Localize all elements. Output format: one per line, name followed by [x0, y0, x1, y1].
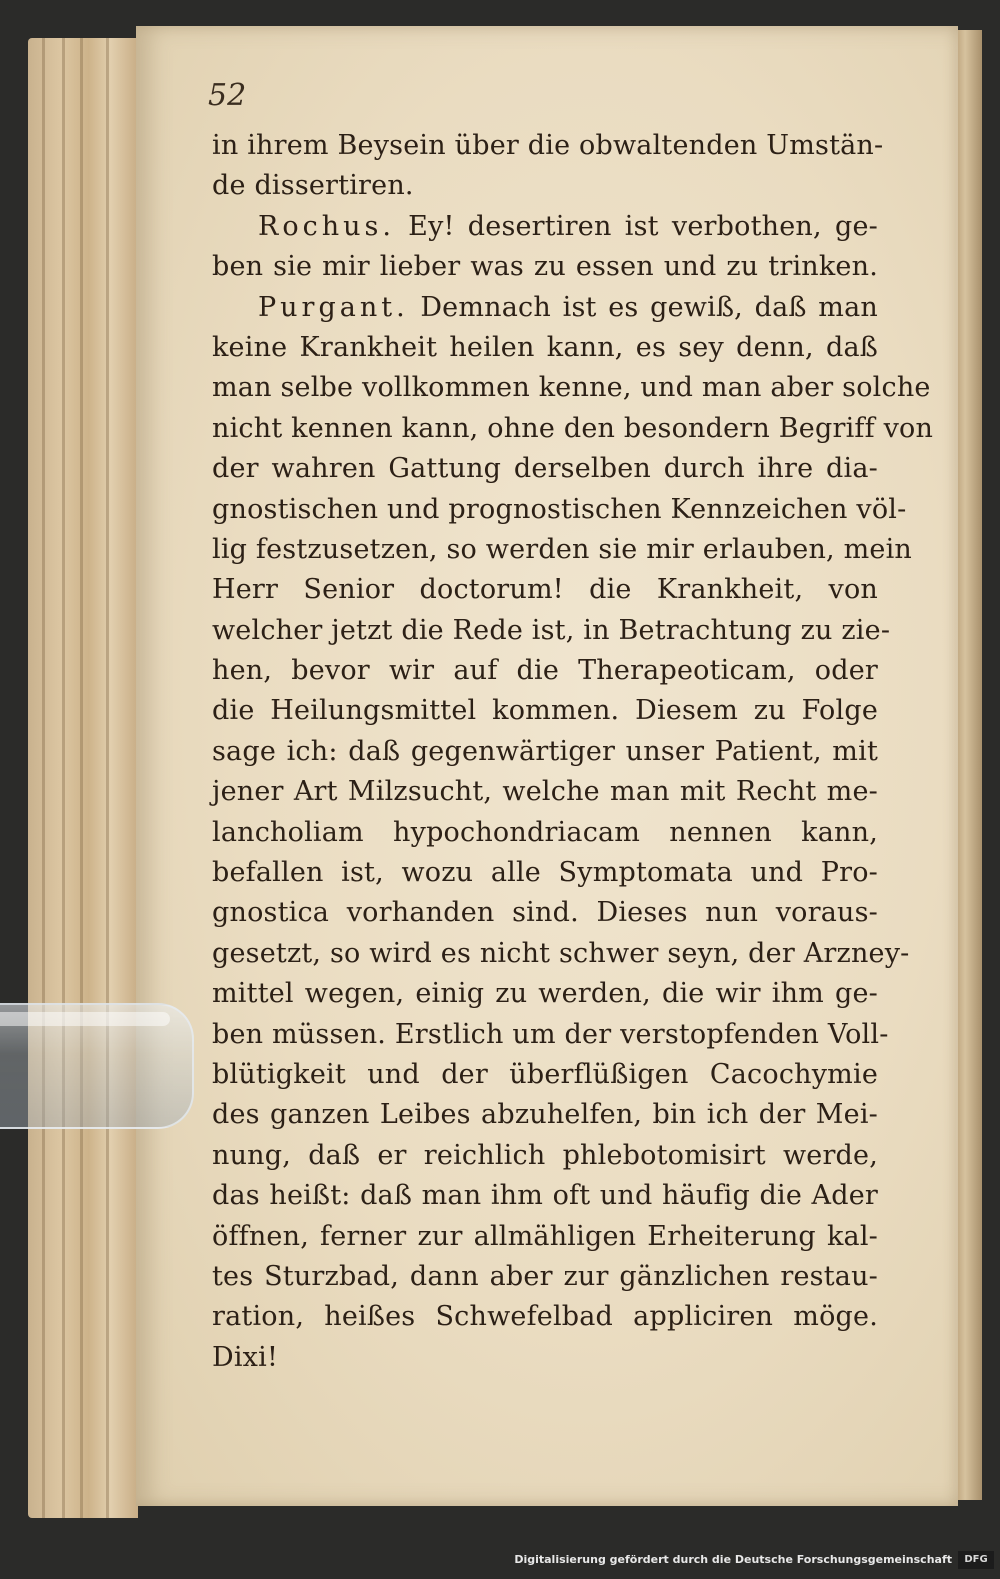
line-text: gnostischen und prognostischen Kennzeichen völ- [212, 493, 907, 525]
page-clip-highlight [0, 1012, 170, 1026]
body-text [212, 126, 934, 1378]
right-page-edge [954, 30, 982, 1500]
text-line [212, 368, 931, 408]
text-line [212, 651, 878, 691]
text-line [212, 490, 907, 530]
line-text: in ihrem Beysein über die obwaltenden Umstän- [212, 130, 884, 161]
line-text: Herr Senior doctorum! die Krankheit, von [212, 574, 878, 606]
line-text: blütigkeit und der überflüßigen Cacochymie [212, 1058, 878, 1090]
text-line [212, 247, 878, 287]
text-line [212, 1055, 878, 1095]
line-text: Demnach ist es gewiß, daß man [408, 291, 878, 323]
text-line [212, 1338, 878, 1378]
speaker-name: Rochus. [258, 210, 395, 242]
text-line [212, 207, 878, 247]
line-text: nung, daß er reichlich phlebotomisirt werde, [212, 1139, 878, 1171]
line-text: öffnen, ferner zur allmähligen Erheiterung kal- [212, 1220, 878, 1252]
line-text: jener Art Milzsucht, welche man mit Recht me- [212, 776, 878, 808]
text-line [212, 530, 913, 570]
footer-credit: Digitalisierung gefördert durch die Deutsche Forschungsgemeinschaft [514, 1553, 952, 1566]
speaker-name: Purgant. [258, 291, 409, 323]
text-line [212, 328, 878, 368]
line-text: tes Sturzbad, dann aber zur gänzlichen restau- [212, 1260, 878, 1292]
page-edge-line [62, 38, 65, 1518]
line-text: gnostica vorhanden sind. Dieses nun voraus- [212, 897, 878, 929]
line-text: des ganzen Leibes abzuhelfen, bin ich der Mei- [212, 1099, 878, 1131]
text-line [212, 772, 878, 812]
line-text: man selbe vollkommen kenne, und man aber solche [212, 372, 931, 404]
line-text: keine Krankheit heilen kann, es sey denn, daß [212, 331, 878, 363]
line-text: Dixi! [212, 1341, 278, 1373]
line-text: hen, bevor wir auf die Therapeoticam, oder [212, 655, 878, 687]
line-text: ben sie mir lieber was zu essen und zu trinken. [212, 251, 878, 283]
text-line [212, 893, 878, 933]
line-text: ration, heißes Schwefelbad appliciren möge. [212, 1301, 878, 1333]
page-number: 52 [208, 78, 247, 113]
line-text: nicht kennen kann, ohne den besondern Begriff von [212, 412, 934, 444]
line-text: sage ich: daß gegenwärtiger unser Patient, mit [212, 735, 878, 767]
text-line [212, 611, 891, 651]
text-line [212, 974, 878, 1014]
line-text: befallen ist, wozu alle Symptomata und Pro- [212, 857, 878, 889]
text-line [212, 1297, 878, 1337]
text-line [212, 449, 878, 489]
page-stack-edges [28, 38, 138, 1518]
text-line [212, 732, 878, 772]
line-text: de dissertiren. [212, 170, 414, 202]
text-line [212, 1095, 878, 1135]
line-text: Ey! desertiren ist verbothen, ge- [394, 210, 878, 242]
text-line [212, 288, 878, 328]
text-line [212, 409, 934, 449]
text-line [212, 570, 878, 610]
page-edge-line [80, 38, 83, 1518]
line-text: lig festzusetzen, so werden sie mir erlauben, mein [212, 533, 913, 565]
text-line [212, 166, 878, 206]
line-text: mittel wegen, einig zu werden, die wir ihm ge- [212, 978, 878, 1010]
line-text: gesetzt, so wird es nicht schwer seyn, der Arzney- [212, 937, 910, 969]
book-page [136, 26, 958, 1506]
dfg-logo: DFG [958, 1551, 994, 1569]
line-text: der wahren Gattung derselben durch ihre dia- [212, 453, 878, 485]
text-line [212, 691, 878, 731]
text-line [212, 1136, 878, 1176]
page-edge-line [106, 38, 109, 1518]
text-line [212, 126, 884, 166]
line-text: lancholiam hypochondriacam nennen kann, [212, 816, 878, 848]
text-line [212, 1217, 878, 1257]
text-line [212, 853, 878, 893]
text-line [212, 1015, 889, 1055]
text-line [212, 1257, 878, 1297]
page-edge-line [42, 38, 45, 1518]
line-text: welcher jetzt die Rede ist, in Betrachtung zu zie- [212, 614, 891, 646]
line-text: das heißt: daß man ihm oft und häufig die Ader [212, 1180, 878, 1212]
text-line [212, 934, 910, 974]
text-line [212, 1176, 878, 1216]
line-text: ben müssen. Erstlich um der verstopfenden Voll- [212, 1018, 889, 1050]
text-line [212, 813, 878, 853]
line-text: die Heilungsmittel kommen. Diesem zu Folge [212, 695, 878, 727]
